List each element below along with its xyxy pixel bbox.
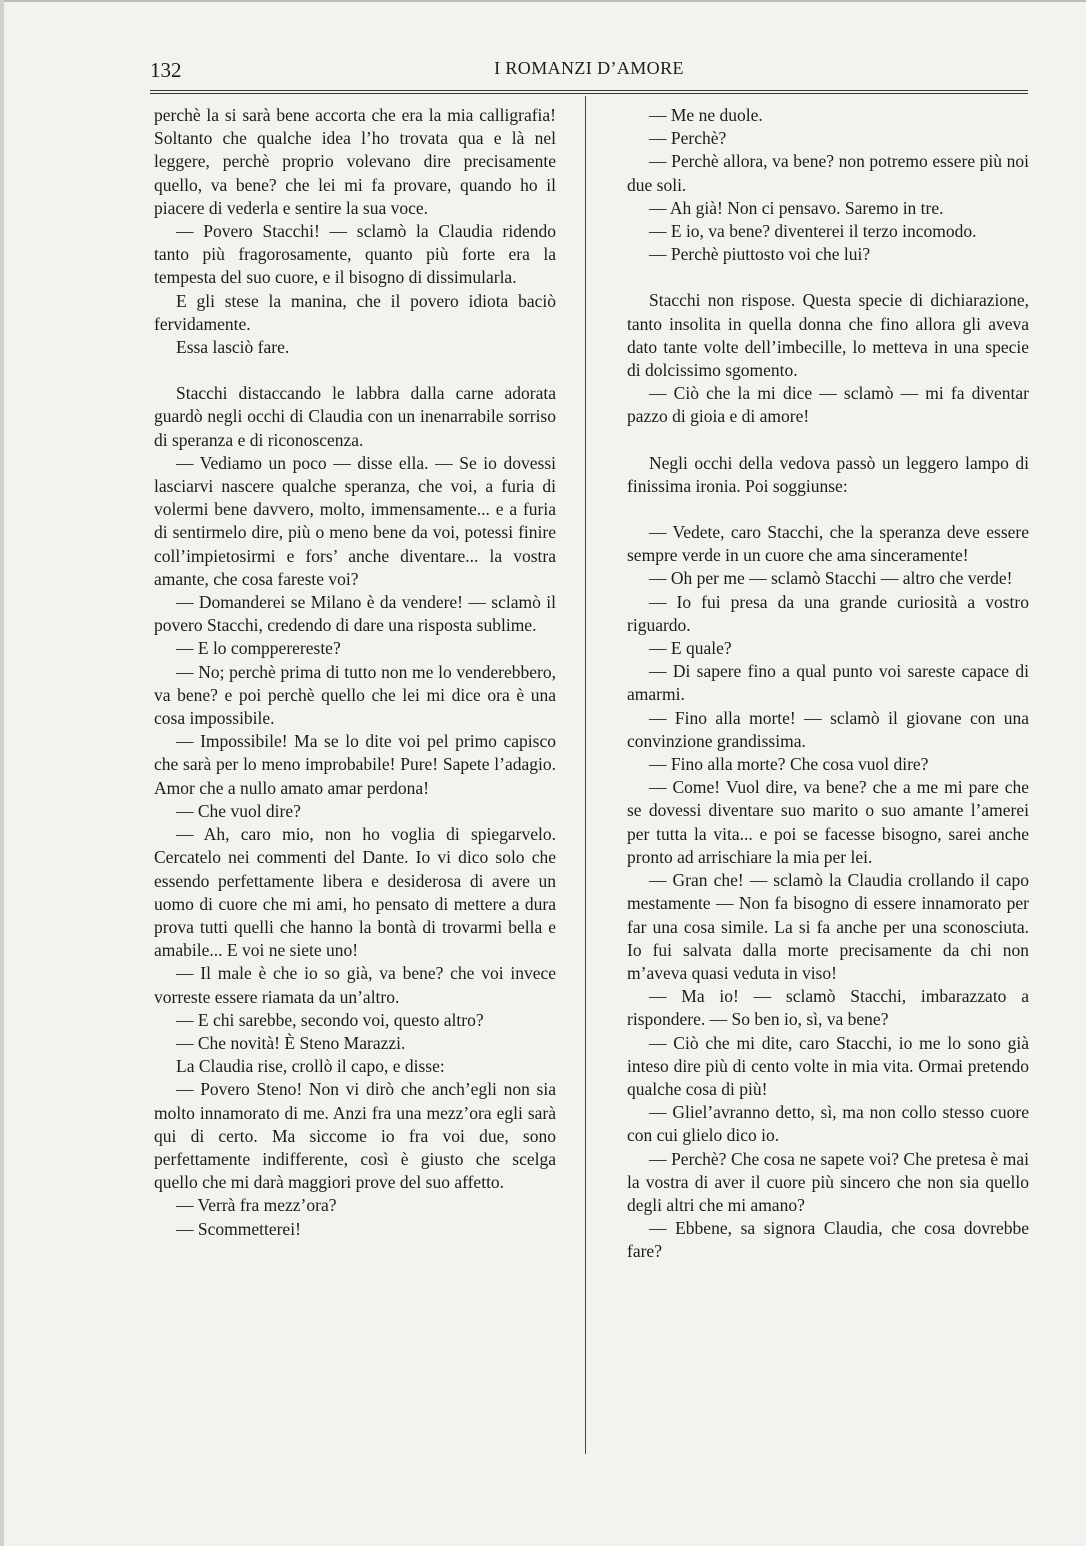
paragraph: — Vedete, caro Stacchi, che la speranza deve essere sempre verde in un cuore che ama sinceramente!	[627, 522, 1029, 566]
section-break	[627, 266, 1029, 289]
paragraph: Stacchi non rispose. Questa specie di dichiarazione, tanto insolita in quella donna che fino allora gli aveva dato tante volte dell’imbecille, lo metteva in una specie di dolcissimo sgomento.	[627, 290, 1029, 381]
paragraph: — Fino alla morte! — sclamò il giovane con una convinzione grandissima.	[627, 707, 1029, 751]
column-divider	[585, 96, 586, 1454]
paragraph: — E chi sarebbe, secondo voi, questo altro?	[176, 1009, 484, 1030]
header-rule-top	[150, 90, 1028, 91]
paragraph: — Ma io! — sclamò Stacchi, imbarazzato a rispondere. — So ben io, sì, va bene?	[627, 986, 1029, 1030]
right-text-column	[627, 104, 1029, 1264]
paragraph: — Vediamo un poco — disse ella. — Se io dovessi lasciarvi nascere qualche speranza, che voi, a furia di volermi bene davvero, molto, immensamente... e a furia di sentirmelo dire, più o meno bene da voi, potessi finire coll’impietosirmi e fors’ anche diventare... la vostra amante, che cosa fareste voi?	[154, 452, 556, 589]
paragraph: — Perchè?	[649, 128, 727, 149]
paragraph: — Ah, caro mio, non ho voglia di spiegarvelo. Cercatelo nei commenti del Dante. Io vi dico solo che essendo perfettamente libera e desiderosa di avere un uomo di cuore che mi ami, ho pensato di mettere a dura prova tutti quelli che hanno la bontà di trovarmi bella e amabile... E voi ne siete uno!	[154, 824, 556, 961]
paragraph: — Domanderei se Milano è da vendere! — sclamò il povero Stacchi, credendo di dare una risposta sublime.	[154, 592, 556, 636]
paragraph: perchè la si sarà bene accorta che era la mia calligrafia! Soltanto che qualche idea l’ho trovata qua e là nel leggere, perchè proprio volevano dire precisamente quello, va bene? che lei mi fa provare, quando ho il piacere di vederla e sentire la sua voce.	[154, 105, 556, 218]
paragraph: — Povero Stacchi! — sclamò la Claudia ridendo tanto più fragorosamente, quanto più forte era la tempesta del suo cuore, e il bisogno di dissimularla.	[154, 221, 556, 288]
paragraph: — Gran che! — sclamò la Claudia crollando il capo mestamente — Non fa bisogno di essere innamorato per far una cosa simile. La si fa anche per una sconosciuta. Io fui salvata dalla morte precisamente da chi non m’aveva quasi veduta in viso!	[627, 870, 1029, 983]
paragraph: — Perchè piuttosto voi che lui?	[649, 244, 871, 265]
paragraph: — Scommetterei!	[176, 1218, 301, 1239]
paragraph: — Impossibile! Ma se lo dite voi pel primo capisco che sarà per lo meno improbabile! Pure! Sapete l’adagio. Amor che a nullo amato amar perdona!	[154, 731, 556, 798]
paragraph: — Gliel’avranno detto, sì, ma non collo stesso cuore con cui glielo dico io.	[627, 1102, 1029, 1146]
paragraph: — Verrà fra mezz’ora?	[176, 1195, 337, 1216]
section-break	[154, 359, 556, 382]
page-top-edge	[0, 0, 1086, 2]
paragraph: — E quale?	[649, 638, 732, 659]
running-title: I ROMANZI D’AMORE	[494, 58, 684, 78]
paragraph: — Perchè? Che cosa ne sapete voi? Che pretesa è mai la vostra di aver il cuore più sincero che non sia quello degli altri che mi amano?	[627, 1148, 1029, 1215]
left-text-column	[154, 104, 556, 1241]
paragraph: — E lo compperereste?	[176, 638, 341, 659]
paragraph: — No; perchè prima di tutto non me lo venderebbero, va bene? e poi perchè quello che lei mi dice ora è una cosa impossibile.	[154, 661, 556, 729]
section-break	[627, 498, 1029, 521]
paragraph: — Fino alla morte? Che cosa vuol dire?	[649, 754, 929, 775]
page-header	[150, 58, 1028, 92]
paragraph: — Povero Steno! Non vi dirò che anch’egli non sia molto innamorato di me. Anzi fra una mezz’ora egli sarà qui di certo. Ma siccome io fra voi due, sono perfettamente indifferente, così è giusto che scelga quello che mi darà maggiori prove del suo affetto.	[154, 1079, 556, 1193]
paragraph: — E io, va bene? diventerei il terzo incomodo.	[649, 221, 977, 242]
paragraph: — Perchè allora, va bene? non potremo essere più noi due soli.	[627, 151, 1029, 195]
paragraph: — Ciò che mi dite, caro Stacchi, io me lo sono già inteso dire più di cento volte in mia vita. Ormai pretendo qualche cosa di più!	[627, 1032, 1029, 1099]
header-rule-bottom	[150, 93, 1028, 94]
paragraph: — Me ne duole.	[649, 105, 763, 125]
page-number: 132	[150, 58, 182, 82]
paragraph: Negli occhi della vedova passò un leggero lampo di finissima ironia. Poi soggiunse:	[627, 452, 1029, 496]
paragraph: Essa lasciò fare.	[176, 337, 290, 358]
paragraph: Stacchi distaccando le labbra dalla carne adorata guardò negli occhi di Claudia con un inenarrabile sorriso di speranza e di riconoscenza.	[154, 383, 556, 450]
paragraph: — Ah già! Non ci pensavo. Saremo in tre.	[649, 197, 944, 218]
paragraph: — Il male è che io so già, va bene? che voi invece vorreste essere riamata da un’altro.	[154, 963, 556, 1007]
paragraph: — Che novità! È Steno Marazzi.	[176, 1032, 406, 1053]
paragraph: — Di sapere fino a qual punto voi sareste capace di amarmi.	[627, 661, 1029, 705]
paragraph: La Claudia rise, crollò il capo, e disse:	[176, 1056, 445, 1077]
paragraph: — Ciò che la mi dice — sclamò — mi fa diventar pazzo di gioia e di amore!	[627, 383, 1029, 427]
paragraph: — Come! Vuol dire, va bene? che a me mi pare che se dovessi diventare suo marito o suo amante l’amerei per tutta la vita... e poi se facesse bisogno, sarei anche pronto ad arrischiare la mia per lei.	[627, 777, 1029, 867]
paragraph: E gli stese la manina, che il povero idiota baciò fervidamente.	[154, 290, 556, 334]
paragraph: — Io fui presa da una grande curiosità a vostro riguardo.	[627, 591, 1029, 635]
section-break	[627, 429, 1029, 452]
paragraph: — Che vuol dire?	[176, 800, 301, 821]
page-binding-edge	[0, 0, 4, 1546]
paragraph: — Oh per me — sclamò Stacchi — altro che verde!	[649, 568, 1013, 589]
paragraph: — Ebbene, sa signora Claudia, che cosa dovrebbe fare?	[627, 1218, 1029, 1262]
